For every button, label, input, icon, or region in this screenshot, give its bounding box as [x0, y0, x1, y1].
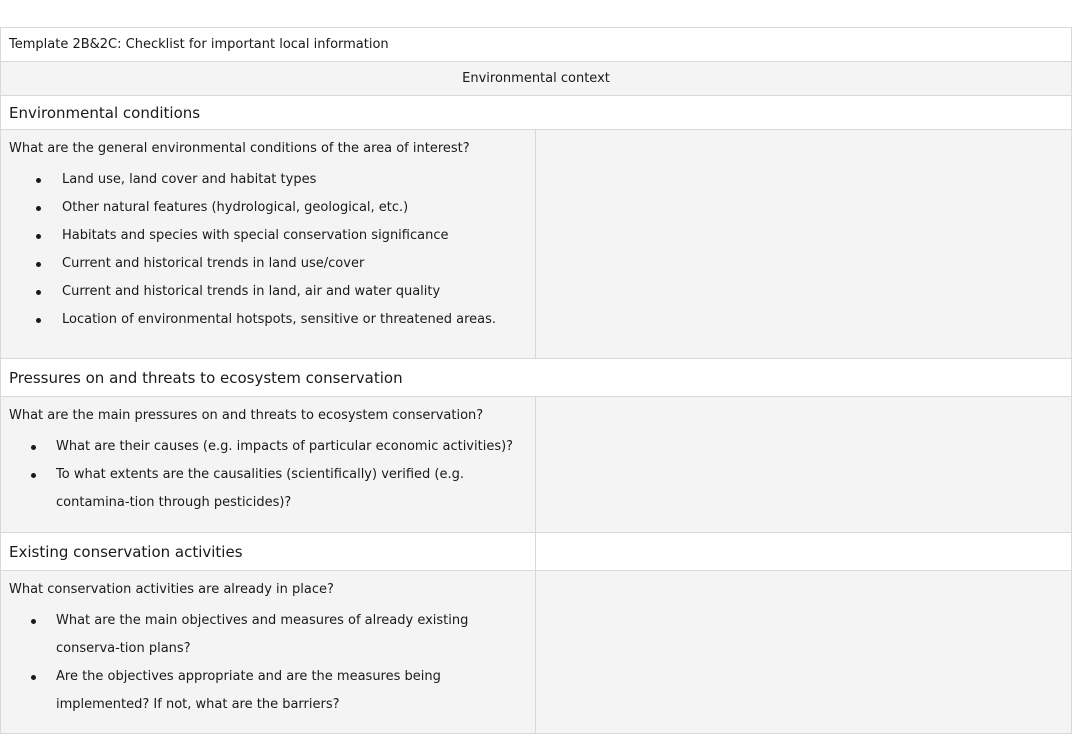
template-title: Template 2B&2C: Checklist for important local information: [1, 28, 1072, 62]
bullet-icon: [36, 318, 41, 323]
question-cell: [1, 130, 536, 359]
section-heading-blank: [536, 533, 1072, 571]
section-content-row: [1, 571, 1072, 734]
bullet-list: [9, 433, 527, 517]
section-heading-row: [1, 96, 1072, 130]
list-item: What are their causes (e.g. impacts of particular economic activities)?: [9, 433, 527, 461]
bullet-list: [9, 607, 527, 719]
question-text: What conservation activities are already in place?: [9, 582, 334, 597]
bullet-list: [9, 166, 527, 334]
answer-cell[interactable]: [536, 397, 1072, 533]
section-content-row: [1, 130, 1072, 359]
answer-cell[interactable]: [536, 130, 1072, 359]
section-heading-row: [1, 359, 1072, 397]
bullet-icon: [36, 262, 41, 267]
template-title-row: [1, 28, 1072, 62]
bullet-icon: [31, 675, 36, 680]
bullet-icon: [36, 290, 41, 295]
question-text: What are the main pressures on and threats to ecosystem conservation?: [9, 408, 484, 423]
bullet-icon: [36, 178, 41, 183]
section-heading: Pressures on and threats to ecosystem conservation: [1, 359, 1072, 397]
bullet-icon: [36, 206, 41, 211]
bullet-icon: [31, 473, 36, 478]
context-header: Environmental context: [1, 62, 1072, 96]
list-item: To what extents are the causalities (scientifically) verified (e.g. contamina-tion through pesticides)?: [9, 461, 527, 517]
checklist-table: [0, 27, 1072, 734]
list-item: Location of environmental hotspots, sensitive or threatened areas.: [9, 306, 527, 334]
question-cell: [1, 397, 536, 533]
section-content-row: [1, 397, 1072, 533]
list-item: Land use, land cover and habitat types: [9, 166, 527, 194]
section-heading-row: [1, 533, 1072, 571]
section-heading: Existing conservation activities: [1, 533, 536, 571]
list-item: Current and historical trends in land use/cover: [9, 250, 527, 278]
bullet-icon: [31, 619, 36, 624]
list-item: Current and historical trends in land, air and water quality: [9, 278, 527, 306]
question-cell: [1, 571, 536, 734]
question-text: What are the general environmental conditions of the area of interest?: [9, 141, 470, 156]
list-item: Are the objectives appropriate and are the measures being implemented? If not, what are the barriers?: [9, 663, 527, 719]
answer-cell[interactable]: [536, 571, 1072, 734]
section-heading: Environmental conditions: [1, 96, 1072, 130]
list-item: What are the main objectives and measures of already existing conserva-tion plans?: [9, 607, 527, 663]
list-item: Habitats and species with special conservation significance: [9, 222, 527, 250]
list-item: Other natural features (hydrological, geological, etc.): [9, 194, 527, 222]
bullet-icon: [36, 234, 41, 239]
bullet-icon: [31, 445, 36, 450]
context-header-row: [1, 62, 1072, 96]
